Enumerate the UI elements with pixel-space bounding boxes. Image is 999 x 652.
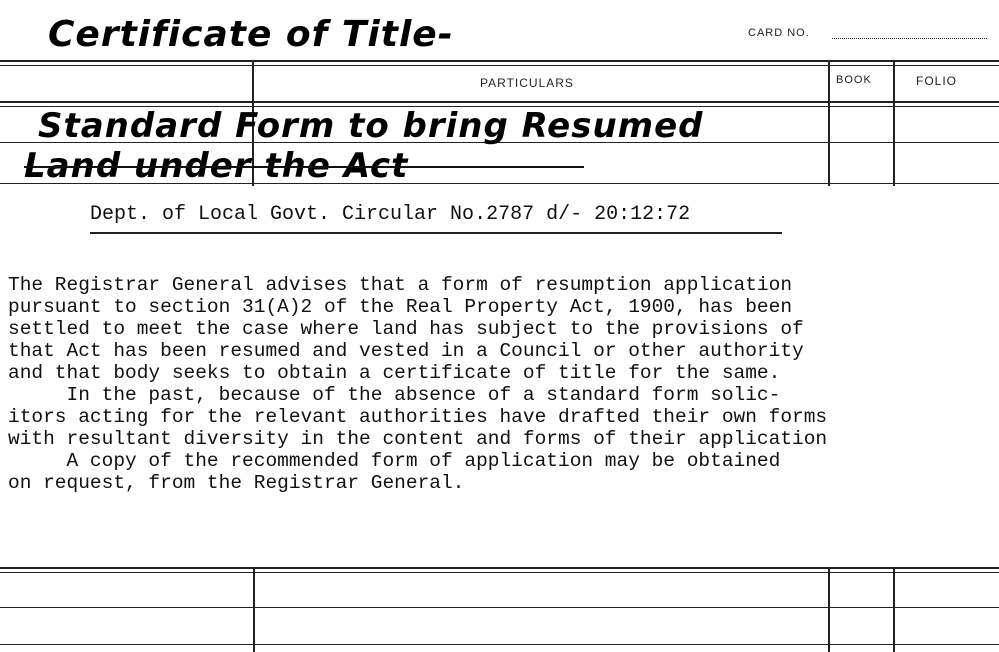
body-line: The Registrar General advises that a form of resumption application bbox=[8, 274, 793, 296]
body-line: In the past, because of the absence of a standard form solic- bbox=[8, 384, 781, 406]
body-line: that Act has been resumed and vested in a Council or other authority bbox=[8, 340, 804, 362]
footer-row-rule-1 bbox=[0, 607, 999, 608]
column-divider-folio bbox=[893, 61, 895, 186]
footer-divider-left bbox=[253, 568, 255, 652]
body-line: A copy of the recommended form of application may be obtained bbox=[8, 450, 781, 472]
heading-strike-line bbox=[24, 166, 584, 168]
body-line: pursuant to section 31(A)2 of the Real Property Act, 1900, has been bbox=[8, 296, 793, 318]
card-no-dotted-line bbox=[832, 38, 987, 39]
column-header-folio: FOLIO bbox=[916, 74, 958, 88]
heading-line-1: Standard Form to bring Resumed bbox=[38, 106, 704, 146]
body-text bbox=[8, 274, 827, 494]
body-line: with resultant diversity in the content and forms of their application bbox=[8, 428, 828, 450]
footer-divider-book bbox=[828, 568, 830, 652]
column-header-book: BOOK bbox=[836, 74, 872, 86]
header-bottom-rule bbox=[0, 101, 999, 103]
footer-divider-folio bbox=[893, 568, 895, 652]
heading-line-2: Land under the Act bbox=[24, 146, 409, 186]
header-top-rule bbox=[0, 60, 999, 62]
header-top-rule-2 bbox=[0, 65, 999, 66]
column-header-particulars: PARTICULARS bbox=[480, 76, 574, 90]
body-line: and that body seeks to obtain a certificate of title for the same. bbox=[8, 362, 781, 384]
card-no-label: CARD NO. bbox=[748, 27, 810, 39]
footer-row-rule-2 bbox=[0, 644, 999, 645]
footer-top-rule bbox=[0, 567, 999, 569]
body-line: itors acting for the relevant authorities have drafted their own forms bbox=[8, 406, 828, 428]
card-title: Certificate of Title- bbox=[48, 14, 454, 55]
body-line: settled to meet the case where land has subject to the provisions of bbox=[8, 318, 804, 340]
circular-reference: Dept. of Local Govt. Circular No.2787 d/- 20:12:72 bbox=[90, 203, 691, 226]
footer-top-rule-2 bbox=[0, 572, 999, 573]
column-divider-book bbox=[828, 61, 830, 186]
body-line: on request, from the Registrar General. bbox=[8, 472, 465, 494]
circular-underline bbox=[90, 232, 782, 234]
